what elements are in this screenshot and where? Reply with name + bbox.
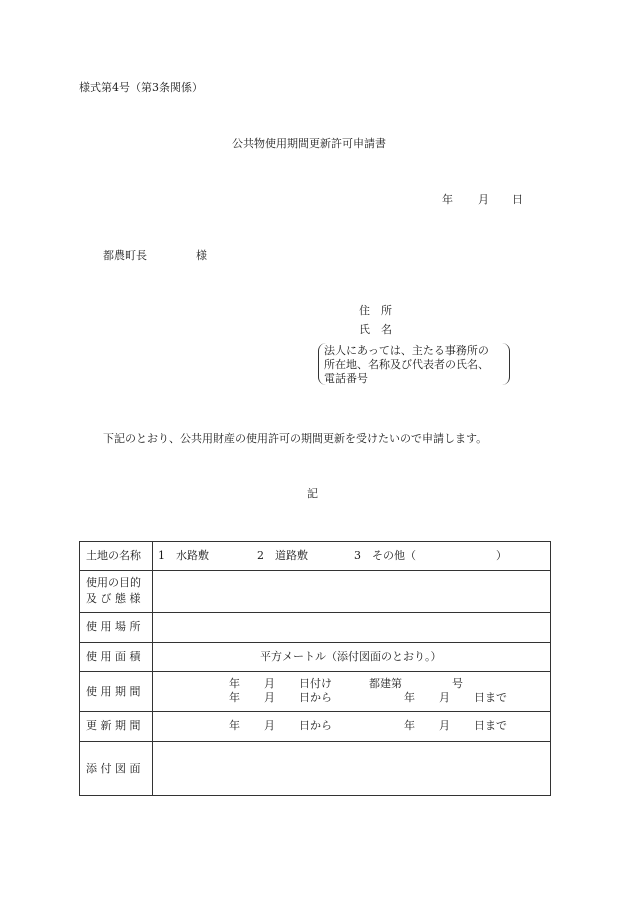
address-label: 住 所	[359, 304, 392, 317]
area-value: 平方メートル（添付図面のとおり。）	[260, 650, 442, 663]
corporate-note-line-1: 法人にあっては、主たる事務所の	[324, 344, 489, 357]
date-day: 日	[512, 193, 523, 206]
usage-l1-year: 年	[229, 677, 240, 690]
name-label: 氏 名	[359, 323, 392, 336]
usage-l2-year-end: 年	[404, 691, 415, 704]
document-title: 公共物使用期間更新許可申請書	[232, 137, 386, 150]
land-option-1: 1 水路敷	[158, 549, 209, 562]
renewal-month: 月	[264, 719, 275, 732]
label-attached-drawing: 添 付 図 面	[86, 762, 141, 775]
renewal-year: 年	[229, 719, 240, 732]
label-renewal-period: 更 新 期 間	[86, 719, 141, 732]
usage-l1-dated: 日付け	[299, 677, 332, 690]
renewal-month-end: 月	[439, 719, 450, 732]
usage-l2-month: 月	[264, 691, 275, 704]
label-area: 使 用 面 積	[86, 650, 141, 663]
usage-l1-number: 号	[452, 677, 463, 690]
label-usage-period: 使 用 期 間	[86, 685, 141, 698]
addressee-name: 都農町長	[103, 249, 147, 262]
table-row-divider	[80, 612, 550, 613]
form-number: 様式第4号（第3条関係）	[79, 81, 203, 94]
body-text: 下記のとおり、公共用財産の使用許可の期間更新を受けたいので申請します。	[103, 432, 488, 445]
renewal-from: 日から	[299, 719, 332, 732]
table-row-divider	[80, 741, 550, 742]
label-land-name: 土地の名称	[86, 549, 141, 562]
table-row-divider	[80, 570, 550, 571]
label-purpose-line-2: 及 び 態 様	[86, 592, 141, 605]
corporate-note-line-3: 電話番号	[324, 372, 368, 385]
usage-l1-month: 月	[264, 677, 275, 690]
label-purpose-line-1: 使用の目的	[86, 576, 141, 589]
date-year: 年	[442, 193, 453, 206]
addressee-honorific: 様	[196, 249, 207, 262]
table-row-divider	[80, 642, 550, 643]
table-row-divider	[80, 671, 550, 672]
usage-l1-permit-prefix: 都建第	[369, 677, 402, 690]
usage-l2-year: 年	[229, 691, 240, 704]
usage-l2-from: 日から	[299, 691, 332, 704]
ki-heading: 記	[307, 487, 318, 500]
table-row-divider	[80, 711, 550, 712]
usage-l2-month-end: 月	[439, 691, 450, 704]
label-location: 使 用 場 所	[86, 620, 141, 633]
table-column-divider	[152, 542, 153, 795]
land-option-2: 2 道路敷	[257, 549, 308, 562]
land-option-3: 3 その他（	[354, 549, 416, 562]
date-month: 月	[478, 193, 489, 206]
land-option-close-paren: ）	[496, 549, 507, 562]
renewal-until: 日まで	[474, 719, 507, 732]
usage-l2-until: 日まで	[474, 691, 507, 704]
renewal-year-end: 年	[404, 719, 415, 732]
application-table	[79, 541, 551, 796]
corporate-note-line-2: 所在地、名称及び代表者の氏名、	[324, 358, 489, 371]
